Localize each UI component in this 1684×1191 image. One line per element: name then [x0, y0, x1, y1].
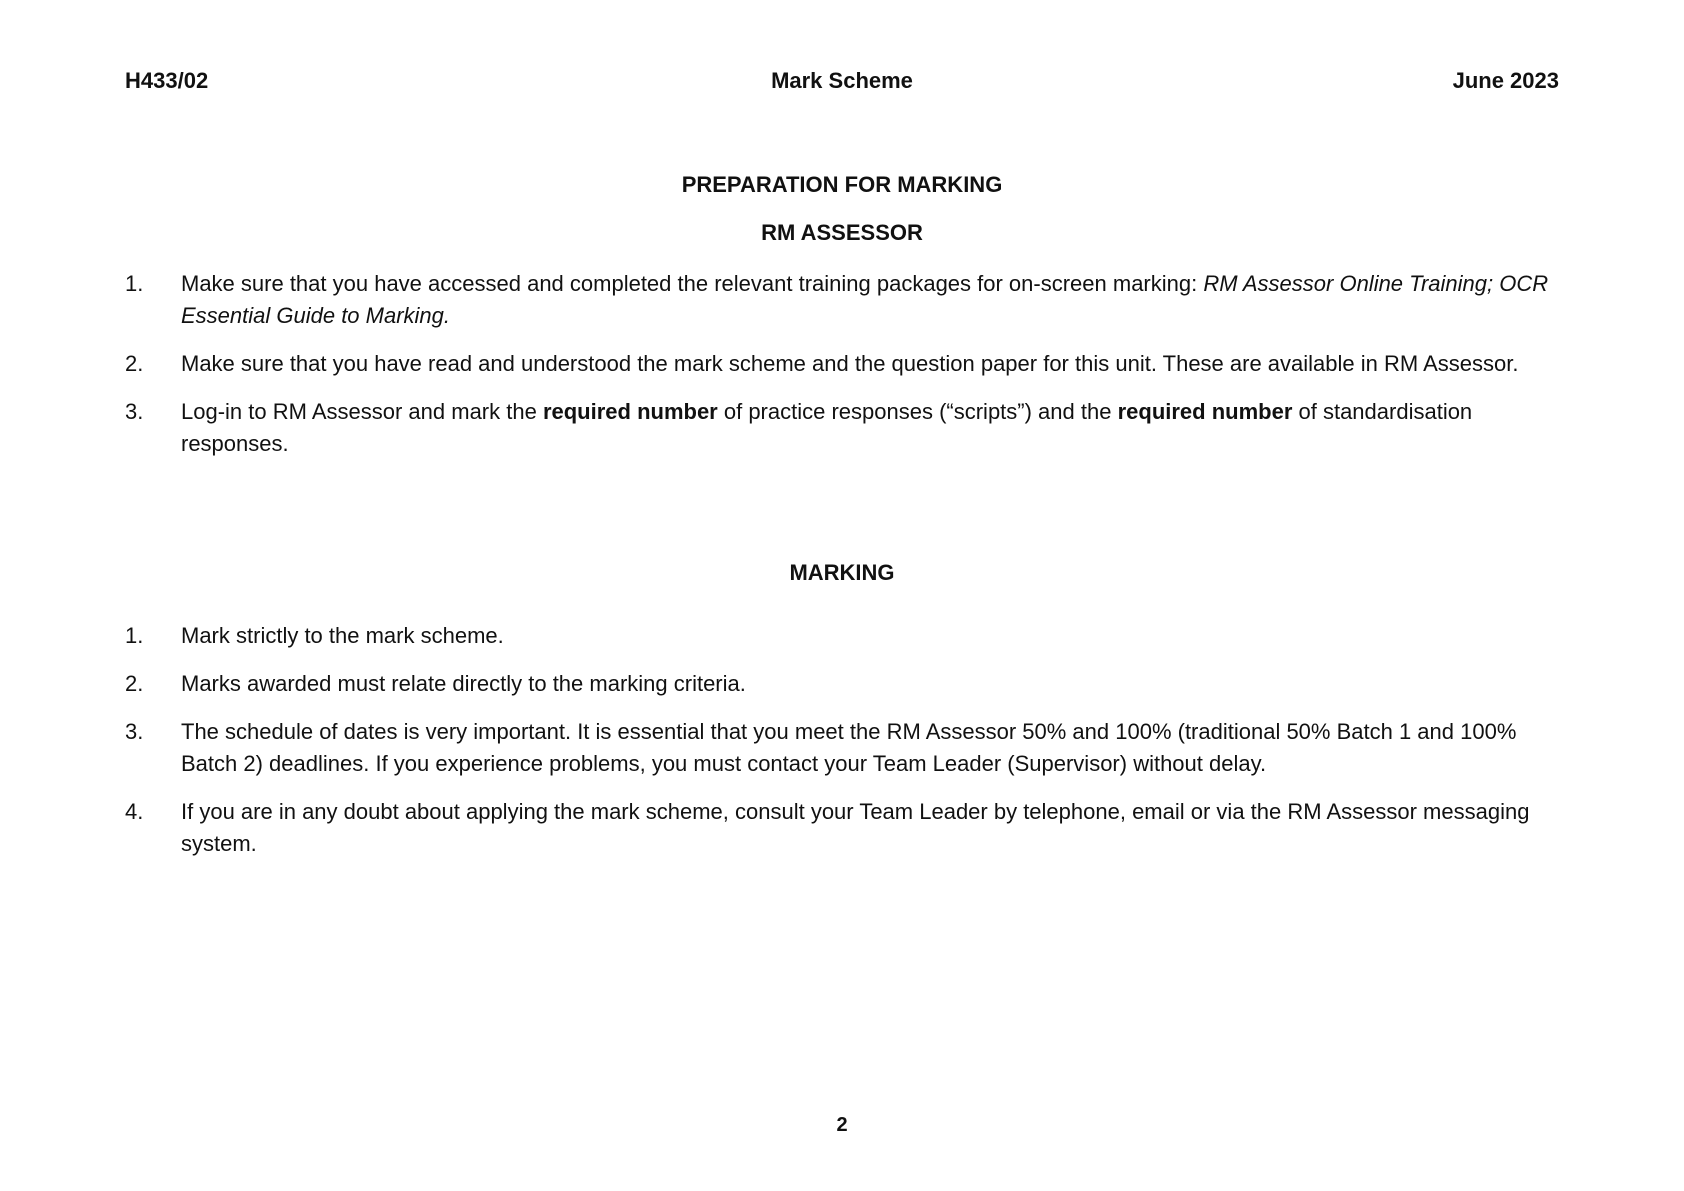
list-text: The schedule of dates is very important. It is essential that you meet the RM Assessor 50% and 100% (traditional 50% Batch 1 and 100% Batch 2) deadlines. If you experience problems, you must contact your Team Leader (Supervisor) without delay. — [181, 719, 1517, 776]
list-text: Log-in to RM Assessor and mark the required number of practice responses (“scripts”) and the required number of standardisation responses. — [181, 399, 1473, 456]
list-number: 3. — [125, 399, 144, 424]
list-text: Mark strictly to the mark scheme. — [181, 623, 504, 648]
list-text: Make sure that you have read and understood the mark scheme and the question paper for this unit. These are available in RM Assessor. — [181, 351, 1519, 376]
list-item — [125, 668, 1565, 700]
guide-link-text: OCR Essential Guide to Marking — [181, 271, 1549, 328]
page-header — [125, 68, 1559, 98]
rm-assessor-subheading: RM ASSESSOR — [761, 220, 923, 245]
marking-list — [125, 620, 1565, 860]
list-number: 4. — [125, 799, 144, 824]
list-text: Make sure that you have accessed and completed the relevant training packages for on-screen marking: RM Assessor Online Training; OCR Essential Guide to Marking. — [181, 271, 1549, 328]
list-item — [125, 268, 1565, 332]
list-text: Marks awarded must relate directly to the marking criteria. — [181, 671, 746, 696]
document-title: Mark Scheme — [771, 68, 913, 93]
list-number: 2. — [125, 351, 144, 376]
list-item — [125, 796, 1565, 860]
list-item — [125, 716, 1565, 780]
exam-date: June 2023 — [1452, 68, 1559, 93]
training-link-text: RM Assessor Online Training — [1203, 271, 1488, 296]
list-number: 2. — [125, 671, 144, 696]
marking-heading: MARKING — [789, 560, 895, 585]
list-number: 3. — [125, 719, 144, 744]
preparation-heading: PREPARATION FOR MARKING — [681, 172, 1003, 197]
list-item — [125, 396, 1565, 460]
list-number: 1. — [125, 271, 144, 296]
list-text: If you are in any doubt about applying the mark scheme, consult your Team Leader by telephone, email or via the RM Assessor messaging system. — [181, 799, 1530, 856]
list-item — [125, 620, 1565, 652]
list-item — [125, 348, 1565, 380]
list-number: 1. — [125, 623, 144, 648]
paper-code: H433/02 — [125, 68, 209, 93]
page-number: 2 — [836, 1114, 848, 1136]
preparation-list — [125, 268, 1565, 460]
